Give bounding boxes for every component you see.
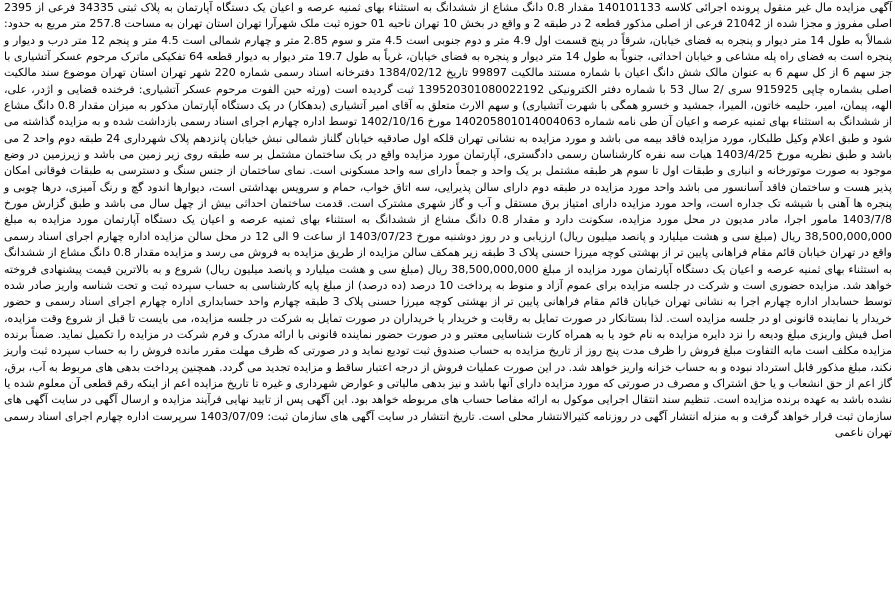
notice-body-text: آگهی مزایده مال غیر منقول پرونده اجرائی کلاسه 140101133 مقدار 0.8 دانگ مشاع از ششدانگ به استثناء بهای ثمنیه عرصه و اعیان یک دستگاه آپارتمان به پلاک ثبتی 34335 فرعی از 2395 اصلی مفروز و مجزا شده از 21042 فرعی از اصلی مذکور قطعه 2 در طبقه 2 و واقع در بخش 10 تهران ناحیه 01 حوزه ثبت ملک شهرآرا تهران استان تهران به مساحت 257.8 متر مربع به حدود: شمالاً به طول 14 متر دیوار و پنجره به فضای خیابان، شرقاً در پنج قسمت اول 4.9 متر و دوم جنوبی است 4.5 متر و سوم 2.85 متر و چهارم شمالی است 4.5 متر و پنجم 12 متر درب و دیوار و پنجره است به فضای راه پله مشاعی و خیابان احداثی، جنوباً به طول 14 متر دیوار و پنجره به فضای خیابان، غرباً به طول 19.7 متر دیوار به دیوار قطعه 64 تفکیکی ماترک مرحوم عسکر آتشیاری با جز سهم 6 از کل سهم 6 به عنوان مالک شش دانگ اعیان با شماره مستند مالکیت 99897 تاریخ 1384/02/12 دفترخانه اسناد رسمی شماره 220 شهر تهران استان تهران موضوع سند مالکیت اصلی بشماره چاپی 915925 سری /2 سال 53 با شماره دفتر الکترونیکی 139520301080022192 ثبت گردیده است (ورثه حین الفوت مرحوم عسکر آتشیاری: فرخنده قضایی و اژدر، علی، الهه، پیمان، امیر، حلیمه خاتون، المیرا، جمشید و خسرو همگی با شهرت آتشیاری) و سهم الارث متعلق به آقای امیر آتشیاری (بدهکار) در یک دستگاه آپارتمان مذکور به میزان مقدار 0.8 دانگ مشاع از ششدانگ به استثناء بهای ثمنیه عرصه و اعیان آن طی نامه شماره 140205801014004063 مورخ 1402/10/16 توسط اداره چهارم اجرای اسناد رسمی بازداشت شده و به مزایده گذاشته می شود و طبق اعلام وکیل طلبکار، مورد مزایده فاقد بیمه می باشد و مورد مزایده به نشانی تهران قلکه اول صادقیه خیابان گلناز شمالی نبش خیابان پانزدهم پلاک شهرداری 24 طبقه دوم واحد 2 می باشد و طبق نظریه مورخ 1403/4/25 هیات سه نفره کارشناسان رسمی دادگستری، آپارتمان مورد مزایده واقع در یک ساختمان مشتمل بر سه طبقه روی زیر زمین می باشد و زیرزمین در وضع موجود به صورت موتورخانه و انباری و طبقات اول تا سوم هر طبقه مشتمل بر یک واحد و جمعاً دارای سه واحد مسکونی است. نمای ساختمان از جنس سنگ و دسترسی به طبقات فوقانی امکان پذیر هست و ساختمان فاقد آسانسور می باشد واحد مورد مزایده در طبقه دوم دارای سالن پذیرایی، سه اتاق خواب، حمام و سرویس بهداشتی است، دیوارها اندود گچ و رنگ آمیزی، درها چوبی و پنجره ها آهنی با شیشه تک جداره است، واحد مورد مزایده دارای امتیاز برق مستقل و آب و گاز شهری مشترک است. قدمت ساختمان احداثی بیش از چهل سال می باشد و طبق گزارش مورخ 1403/7/8 مامور اجرا، مادر مدیون در محل مورد مزایده، سکونت دارد و مقدار 0.8 دانگ مشاع از ششدانگ به استثناء بهای ثمنیه عرصه و اعیان یک دستگاه آپارتمان مورد مزایده به مبلغ 38,500,000,000 ریال (مبلغ سی و هشت میلیارد و پانصد میلیون ریال) ارزیابی و در روز دوشنبه مورخ 1403/07/23 از ساعت 9 الی 12 در محل سالن مزایده اداره چهارم اجرای اسناد رسمی واقع در تهران خیابان قائم مقام فراهانی پایین تر از بهشتی کوچه میرزا حسنی پلاک 3 طبقه زیر همکف سالن مزایده از طریق مزایده به فروش می رسد و مزایده مقدار 0.8 دانگ مشاع از ششدانگ به استثناء بهای ثمنیه عرصه و اعیان یک دستگاه آپارتمان مورد مزایده از مبلغ 38,500,000,000 ریال (مبلغ سی و هشت میلیارد و پانصد میلیون ریال) شروع و به بالاترین قیمت پیشنهادی فروخته خواهد شد. مزایده حضوری است و شرکت در جلسه مزایده برای عموم آزاد و منوط به پرداخت 10 درصد (ده درصد) از مبلغ پایه کارشناسی به حساب سپرده ثبت و تحت شناسه واریز صادر شده توسط حسابدار اداره چهارم اجرا به نشانی تهران خیابان قائم مقام فراهانی پایین تر از بهشتی کوچه میرزا حسنی پلاک 3 طبقه چهارم واحد حسابداری اداره چهارم اجرای اسناد رسمی و حضور خریدار یا نماینده قانونی او در جلسه مزایده است. لذا بستانکار در صورت تمایل به رقابت و خریدار یا خریداران در صورت تمایل به شرکت در جلسه مزایده، می بایست تا قبل از شروع وقت مزایده، اصل فیش واریزی مبلغ ودیعه را نزد دایره مزایده به نام خود یا به همراه کارت شناسایی معتبر و در صورت حضور نماینده قانونی با ارائه مدرک و فرم شرکت در مزایده را تکمیل نماید. ضمناً برنده مزایده مکلف است مابه التفاوت مبلغ فروش را ظرف مدت پنج روز از تاریخ مزایده به حساب صندوق ثبت تودیع نماید و در صورتی که ظرف مهلت مقرر مانده فروش را به حساب سپرده ثبت واریز نکند، مبلغ مذکور قابل استرداد نبوده و به حساب خزانه واریز خواهد شد. در این صورت عملیات فروش از درجه اعتبار ساقط و مزایده تجدید می گردد. همچنین پرداخت بدهی های مربوط به آب، برق، گاز اعم از حق انشعاب و یا حق اشتراک و مصرف در صورتی که مورد مزایده دارای آنها باشد و نیز بدهی مالیاتی و عوارض شهرداری و غیره تا تاریخ مزایده اعم از اینکه رقم قطعی آن معلوم شده یا نشده باشد به عهده برنده مزایده است. تنظیم سند انتقال اجرایی موکول به ارائه مفاصا حساب های مربوطه خواهد بود. این آگهی پس از تایید نهایی فرآیند مزایده و ارسال آگهی در سایت آگهی های سازمان ثبت قرار خواهد گرفت و به منزله انتشار آگهی در روزنامه کثیرالانتشار محلی است. تاریخ انتشار در سایت آگهی های سازمان ثبت: 1403/07/09 سرپرست اداره چهارم اجرای اسناد رسمی تهران ناعمی (4, 1, 893, 439)
